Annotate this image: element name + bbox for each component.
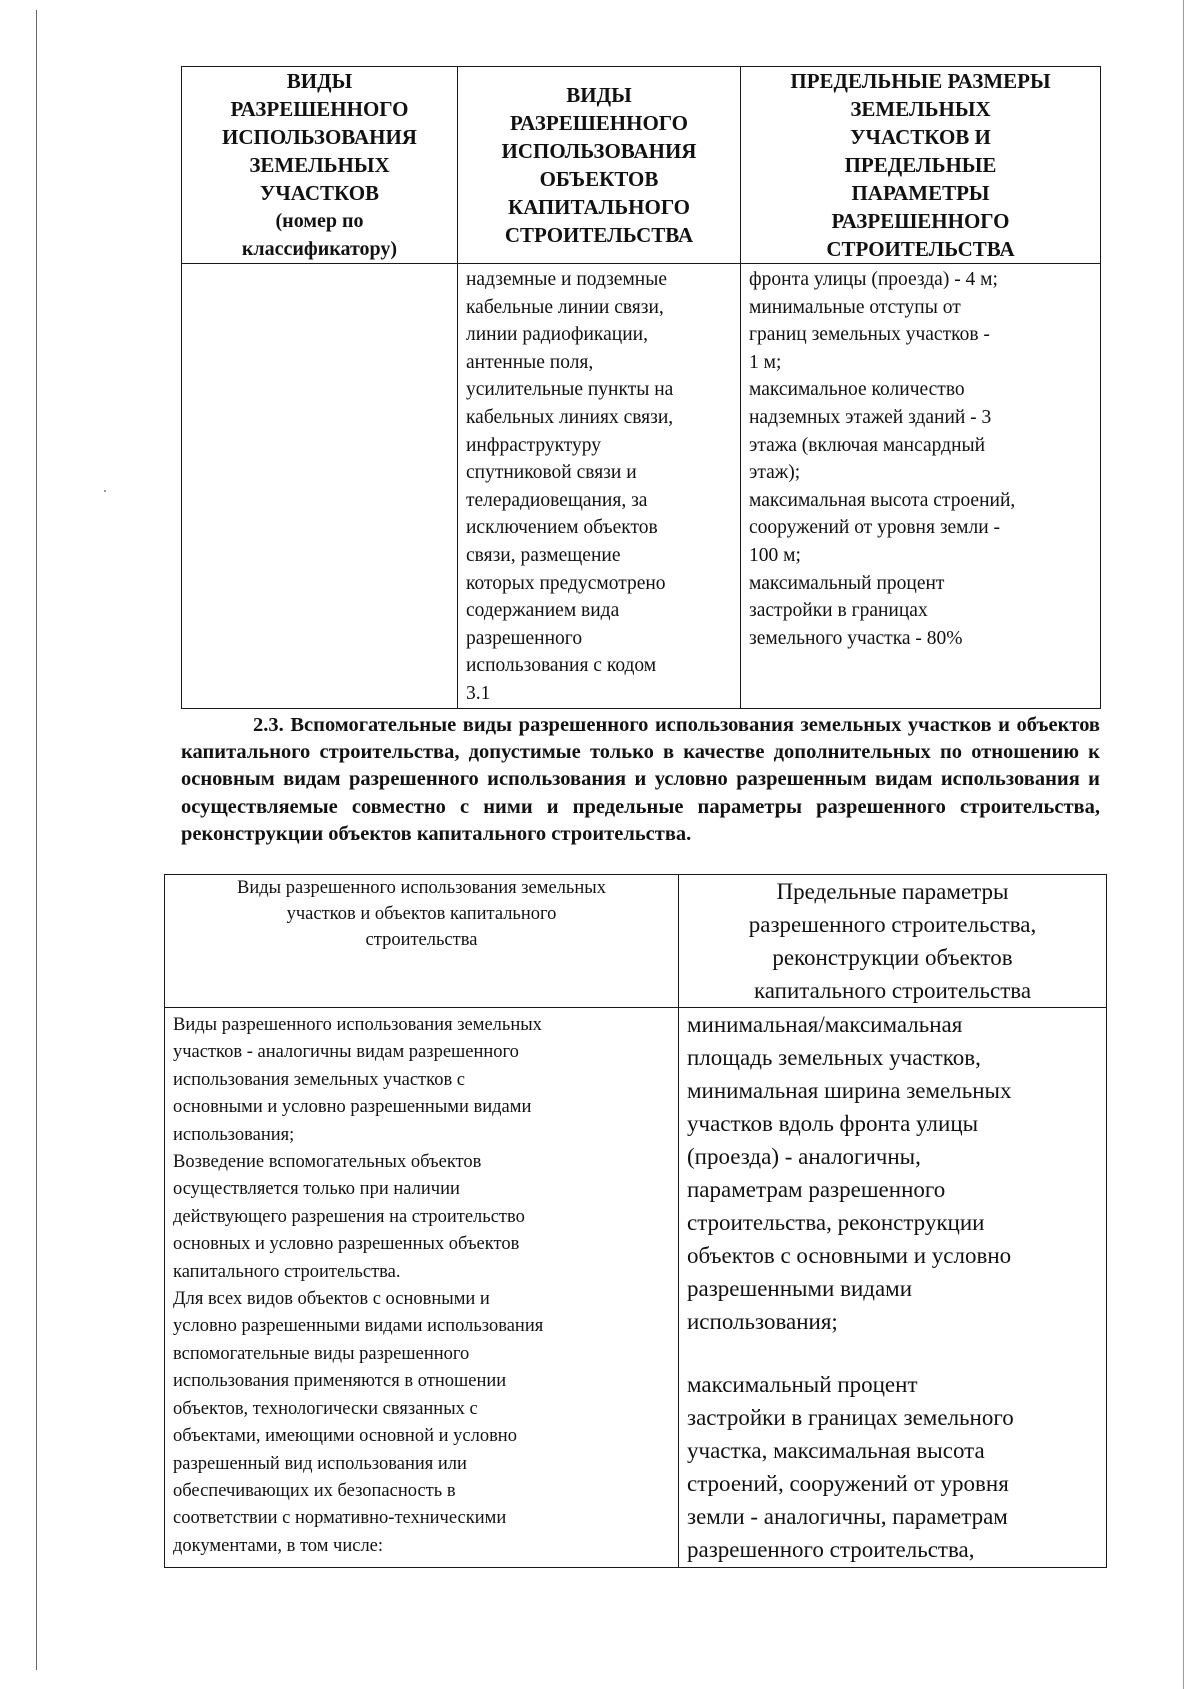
cell-construction-use [458, 264, 741, 709]
text-line: использования; [687, 1309, 838, 1334]
text-line: Для всех видов объектов с основными и [173, 1289, 490, 1310]
text-line: 100 м; [749, 544, 801, 566]
header-line: РАЗРЕШЕННОГО [510, 111, 688, 135]
paragraph-gap [687, 1338, 1102, 1368]
text-line: содержанием вида [466, 600, 620, 622]
text-line: максимальный процент [749, 572, 945, 594]
header-line: СТРОИТЕЛЬСТВА [504, 223, 694, 247]
text-line: земли - аналогичны, параметрам [687, 1504, 1008, 1529]
text-line: линии радиофикации, [466, 324, 648, 346]
text-line: 3.1 [466, 682, 491, 704]
section-number: 2.3. [253, 714, 284, 736]
header-line: ПАРАМЕТРЫ [851, 181, 990, 205]
text-line: строений, сооружений от уровня [687, 1471, 1009, 1496]
header-line: ОБЪЕКТОВ [539, 167, 659, 191]
text-line: осуществляется только при наличии [173, 1179, 460, 1200]
text-line: застройки в границах земельного [687, 1405, 1014, 1430]
text-line: надземных этажей зданий - 3 [749, 406, 992, 428]
text-line: разрешенного строительства, [687, 1537, 975, 1562]
header-line: разрешенного строительства, [748, 912, 1037, 937]
text-line: действующего разрешения на строительство [173, 1206, 525, 1227]
text-line: использования с кодом [466, 655, 657, 677]
text-line: кабельных линиях связи, [466, 406, 674, 428]
text-line: использования; [173, 1124, 295, 1145]
text-line: вспомогательные виды разрешенного [173, 1343, 470, 1364]
header-line: (номер по [275, 210, 364, 232]
header-line: УЧАСТКОВ [259, 181, 380, 205]
text-line: кабельные линии связи, [466, 296, 664, 318]
text-line: максимальное количество [749, 379, 965, 401]
cell-land-use-code [182, 264, 458, 709]
text-line: связи, размещение [466, 544, 621, 566]
cell-construction-limits [679, 1008, 1107, 1568]
text-line: участка, максимальная высота [687, 1438, 985, 1463]
text-line: этаж); [749, 462, 801, 484]
header-line: ИСПОЛЬЗОВАНИЯ [501, 139, 697, 163]
text-line: Виды разрешенного использования земельных [173, 1015, 542, 1035]
text-line: обеспечивающих их безопасность в [173, 1480, 456, 1501]
text-line: которых предусмотрено [466, 572, 666, 594]
header-line: ИСПОЛЬЗОВАНИЯ [222, 125, 417, 149]
header-line: ВИДЫ [566, 83, 632, 107]
header-line: Виды разрешенного использования земельных [237, 878, 606, 898]
header-line: ЗЕМЕЛЬНЫХ [850, 97, 991, 121]
text-line: использования земельных участков с [173, 1069, 466, 1090]
text-line: участков вдоль фронта улицы [687, 1111, 979, 1136]
text-line: объектов с основными и условно [687, 1243, 1012, 1268]
header-line: классификатору) [241, 238, 398, 260]
text-line: разрешенного [466, 627, 583, 649]
text-line: максимальная высота строений, [749, 489, 1016, 511]
text-line: надземные и подземные [466, 269, 667, 290]
text-line: телерадиовещания, за [466, 489, 648, 511]
text-line: капитального строительства. [173, 1261, 401, 1282]
text-line: антенные поля, [466, 351, 594, 373]
text-line: фронта улицы (проезда) - 4 м; [749, 269, 998, 290]
scan-edge-right [1183, 0, 1184, 1689]
text-line: максимальный процент [687, 1372, 918, 1397]
text-line: минимальная ширина земельных [687, 1078, 1012, 1103]
header-line: участков и объектов капитального [286, 904, 557, 924]
table-row [182, 264, 1101, 709]
header-line: КАПИТАЛЬНОГО [507, 195, 691, 219]
text-line: разрешенными видами [687, 1276, 913, 1301]
regulations-table-continuation [181, 66, 1101, 709]
text-line: 1 м; [749, 351, 782, 373]
header-line: реконструкции объектов [772, 945, 1013, 970]
text-line: параметрам разрешенного [687, 1177, 946, 1202]
header-line: ЗЕМЕЛЬНЫХ [249, 153, 390, 177]
section-text: Вспомогательные виды разрешенного использования земельных участков и объектов капитального строительства, допустимые только в качестве дополнительных по отношению к основным видам разрешенного использования и условно разрешенным видам использования и осуществляемые совместно с ними и предельные параметры разрешенного строительства, реконструкции объектов капитального строительства. [181, 714, 1100, 845]
scan-edge-left [36, 10, 37, 1670]
text-line: минимальная/максимальная [687, 1012, 963, 1037]
header-line: Предельные параметры [776, 879, 1009, 904]
text-line: исключением объектов [466, 517, 658, 539]
text-line: площадь земельных участков, [687, 1045, 981, 1070]
header-line: РАЗРЕШЕННОГО [230, 97, 409, 121]
text-line: участков - аналогичны видам разрешенного [173, 1042, 519, 1063]
section-heading [181, 712, 1100, 848]
text-line: минимальные отступы от [749, 296, 961, 318]
header-construction-limits [679, 875, 1107, 1008]
cell-auxiliary-use-description [165, 1008, 679, 1568]
text-line: использования применяются в отношении [173, 1371, 507, 1392]
text-line: основных и условно разрешенных объектов [173, 1234, 520, 1255]
scan-speck [104, 490, 106, 492]
table-header-row [165, 875, 1107, 1008]
header-line: СТРОИТЕЛЬСТВА [826, 237, 1015, 261]
text-line: сооружений от уровня земли - [749, 517, 1001, 539]
text-line: объектами, имеющими основной и условно [173, 1426, 517, 1447]
header-auxiliary-use-types [165, 875, 679, 1008]
text-line: объектов, технологически связанных с [173, 1398, 478, 1419]
text-line: документами, в том числе: [173, 1535, 384, 1556]
header-line: ВИДЫ [286, 69, 353, 93]
text-line: застройки в границах [749, 600, 928, 622]
text-line: инфраструктуру [466, 434, 602, 456]
text-line: усилительные пункты на [466, 379, 674, 401]
header-sub-lines [186, 207, 453, 263]
header-line: РАЗРЕШЕННОГО [831, 209, 1010, 233]
text-line: условно разрешенными видами использования [173, 1316, 544, 1337]
text-line: границ земельных участков - [749, 324, 990, 346]
table-row [165, 1008, 1107, 1568]
text-line: Возведение вспомогательных объектов [173, 1152, 482, 1173]
header-construction-use-types [458, 67, 741, 264]
table-header-row [182, 67, 1101, 264]
text-line: спутниковой связи и [466, 462, 637, 484]
cell-limit-parameters [741, 264, 1101, 709]
header-line: ПРЕДЕЛЬНЫЕ РАЗМЕРЫ [790, 69, 1051, 93]
header-line: капитального строительства [753, 978, 1032, 1003]
text-line: основными и условно разрешенными видами [173, 1097, 532, 1118]
text-line: соответствии с нормативно-техническими [173, 1508, 507, 1529]
text-line: разрешенный вид использования или [173, 1453, 467, 1474]
text-line: земельного участка - 80% [749, 627, 963, 649]
header-limit-parameters [741, 67, 1101, 264]
auxiliary-uses-table [164, 874, 1107, 1568]
text-line: этажа (включая мансардный [749, 434, 986, 456]
header-line: ПРЕДЕЛЬНЫЕ [844, 153, 997, 177]
header-land-use-types [182, 67, 458, 264]
text-line: строительства, реконструкции [687, 1210, 985, 1235]
header-line: УЧАСТКОВ И [850, 125, 991, 149]
header-lines [186, 67, 453, 207]
header-line: строительства [365, 930, 478, 950]
text-line: (проезда) - аналогичны, [687, 1144, 921, 1169]
